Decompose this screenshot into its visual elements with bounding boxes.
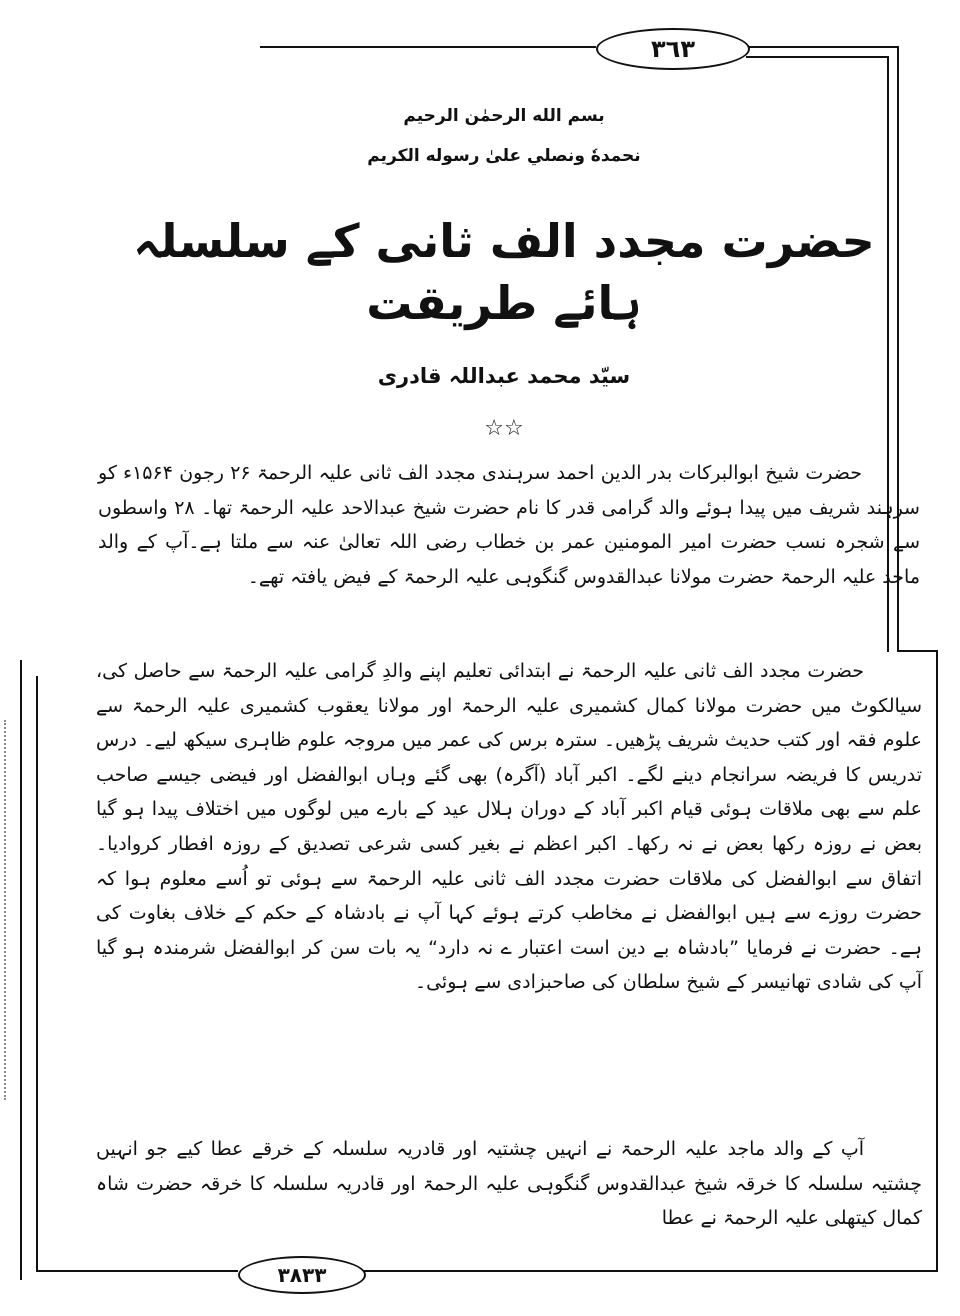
scan-edge-dots [4,720,8,1100]
frame-top-left-line [260,46,596,48]
article-title: حضرت مجدد الف ثانی کے سلسلہ ہائے طریقت [133,214,875,330]
frame-left-inner-line [36,676,38,1272]
star-ornament: ☆☆ [484,416,524,441]
page-number-top: ٣٦٣ [596,28,750,70]
frame-top-right-line-inner [746,56,888,58]
frame-left-outer-line [20,660,22,1280]
frame-top-right-line [746,46,898,48]
paragraph: آپ کے والد ماجد علیہ الرحمۃ نے انہیں چشتیہ اور قادریہ سلسلہ کے خرقے عطا کیے جو انہیں چشتیہ سلسلہ کا خرقہ شیخ عبدالقدوس گنگوہی علیہ الرحمۃ اور قادریہ سلسلہ کا خرقہ حضرت شاہ کمال کیتھلی علیہ الرحمۃ نے عطا [96,1138,922,1230]
frame-bottom-right-line [362,1270,938,1272]
article-header [88,96,920,444]
paragraph: حضرت مجدد الف ثانی علیہ الرحمۃ نے ابتدائی تعلیم اپنے والدِ گرامی علیہ الرحمۃ سے حاصل کی، سیالکوٹ میں حضرت مولانا کمال کشمیری علیہ الرحمۃ اور مولانا یعقوب کشمیری علیہ الرحمۃ سے علوم فقہ اور کتب حدیث شریف پڑھیں۔ سترہ برس کی عمر میں مروجہ علوم ظاہری سیکھ لیے۔ درس تدریس کا فریضہ سرانجام دینے لگے۔ اکبر آباد (آگرہ) بھی گئے وہاں ابوالفضل اور فیضی جیسے صاحب علم سے بھی ملاقات ہوئی قیام اکبر آباد کے دوران ہلال عید کے بارے میں لوگوں میں اختلاف پیدا ہو گیا بعض نے روزہ رکھا بعض نے نہ رکھا۔ اکبر اعظم نے بغیر کسی شرعی تصدیق کے روزہ افطار کروادیا۔ اتفاق سے ابوالفضل کی ملاقات حضرت مجدد الف ثانی علیہ الرحمۃ سے ہوئی تو اُسے معلوم ہوا کہ حضرت روزے سے ہیں ابوالفضل نے مخاطب کرتے ہوئے کہا آپ نے بادشاہ کے حکم کے خلاف بغاوت کی ہے۔ حضرت نے فرمایا ”بادشاہ بے دین است اعتبار ے نہ دارد“ یہ بات سن کر ابوالفضل شرمندہ ہو گیا آپ کی شادی تھانیسر کے شیخ سلطان کی صاحبزادی سے ہوئی۔ [96,660,922,994]
paragraph-2-block [96,654,922,1000]
frame-right-step-line [897,650,937,652]
paragraph-1-block [98,456,920,594]
page-number-bottom: ٣٨٣٣ [238,1256,366,1294]
article-author: سیّد محمد عبداللہ قادری [377,364,631,388]
frame-bottom-left-line [36,1270,238,1272]
basmala: بسم الله الرحمٰن الرحيم [403,106,605,126]
paragraph-3-block [96,1132,922,1236]
salutation: نحمدهٗ ونصلي علىٰ رسوله الكريم [367,146,641,166]
frame-right-lower-line [936,650,938,1270]
paragraph: حضرت شیخ ابوالبرکات بدر الدین احمد سرہندی مجدد الف ثانی علیہ الرحمۃ ۲۶ رجون ۱۵۶۴ء کو سرہند شریف میں پیدا ہوئے والد گرامی قدر کا نام حضرت شیخ عبدالاحد علیہ الرحمۃ تھا۔ ۲۸ واسطوں سے شجرہ نسب حضرت امیر المومنین عمر بن خطاب رضی اللہ تعالیٰ عنہ سے ملتا ہے۔آپ کے والد ماجد علیہ الرحمۃ حضرت مولانا عبدالقدوس گنگوہی علیہ الرحمۃ کے فیض یافتہ تھے۔ [98,462,920,588]
